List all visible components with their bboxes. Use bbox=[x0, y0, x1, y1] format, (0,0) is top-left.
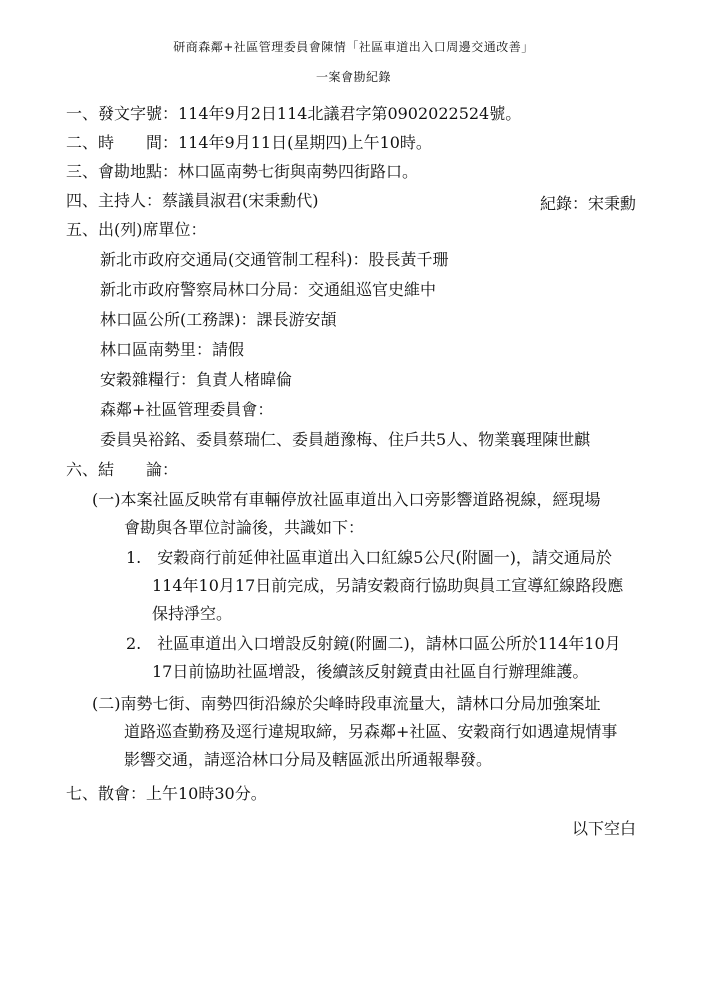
meeting-time-item: 二、時 間：114年9月11日(星期四)上午10時。 bbox=[66, 133, 432, 152]
document-title-line-1: 研商森鄰+社區管理委員會陳情「社區車道出入口周邊交通改善」 bbox=[173, 40, 534, 54]
conclusion-paragraph-2: 影響交通，請逕洽林口分局及轄區派出所通報舉發。 bbox=[124, 750, 493, 769]
conclusion-paragraph-1: (一)本案社區反映常有車輛停放社區車道出入口旁影響道路視線，經現場 bbox=[92, 490, 601, 509]
conclusion-subitem-1: 1. 安穀商行前延伸社區車道出入口紅線5公尺(附圖一)，請交通局於 bbox=[126, 548, 612, 567]
conclusion-subitem-1: 114年10月17日前完成，另請安穀商行協助與員工宣導紅線路段應 bbox=[152, 576, 624, 595]
attendee-item: 林口區公所(工務課)：課長游安頡 bbox=[100, 310, 337, 329]
conclusion-paragraph-1: 會勘與各單位討論後，共識如下： bbox=[124, 518, 365, 537]
conclusion-heading: 六、結 論： bbox=[66, 460, 179, 479]
meeting-location-item: 三、會勘地點：林口區南勢七街與南勢四街路口。 bbox=[66, 162, 419, 181]
attendee-item: 安穀雜糧行：負責人楮暐倫 bbox=[100, 370, 293, 389]
host-item: 四、主持人：蔡議員淑君(宋秉勳代) bbox=[66, 191, 319, 210]
conclusion-subitem-2: 17日前協助社區增設，後續該反射鏡責由社區自行辦理維護。 bbox=[152, 662, 589, 681]
attendees-heading: 五、出(列)席單位： bbox=[66, 220, 207, 239]
attendee-item: 森鄰+社區管理委員會： bbox=[100, 400, 274, 419]
conclusion-paragraph-2: 道路巡查勤務及逕行違規取締，另森鄰+社區、安穀商行如遇違規情事 bbox=[124, 722, 618, 741]
attendee-item: 新北市政府警察局林口分局：交通組巡官史維中 bbox=[100, 280, 437, 299]
attendee-item: 新北市政府交通局(交通管制工程科)：股長黃千珊 bbox=[100, 250, 449, 269]
recorder-item: 紀錄：宋秉勳 bbox=[540, 194, 637, 213]
conclusion-subitem-1: 保持淨空。 bbox=[152, 604, 233, 623]
conclusion-subitem-2: 2. 社區車道出入口增設反射鏡(附圖二)，請林口區公所於114年10月 bbox=[126, 634, 621, 653]
end-note: 以下空白 bbox=[572, 819, 637, 838]
attendee-item: 林口區南勢里：請假 bbox=[100, 340, 245, 359]
adjourn-item: 七、散會：上午10時30分。 bbox=[66, 784, 267, 803]
doc-number-item: 一、發文字號：114年9月2日114北議君字第0902022524號。 bbox=[66, 104, 522, 123]
document-title-line-2: 一案會勘紀錄 bbox=[315, 70, 391, 84]
attendee-item: 委員吳裕銘、委員蔡瑞仁、委員趙豫梅、住戶共5人、物業襄理陳世麒 bbox=[100, 430, 591, 449]
conclusion-paragraph-2: (二)南勢七街、南勢四街沿線於尖峰時段車流量大，請林口分局加強案址 bbox=[92, 694, 601, 713]
